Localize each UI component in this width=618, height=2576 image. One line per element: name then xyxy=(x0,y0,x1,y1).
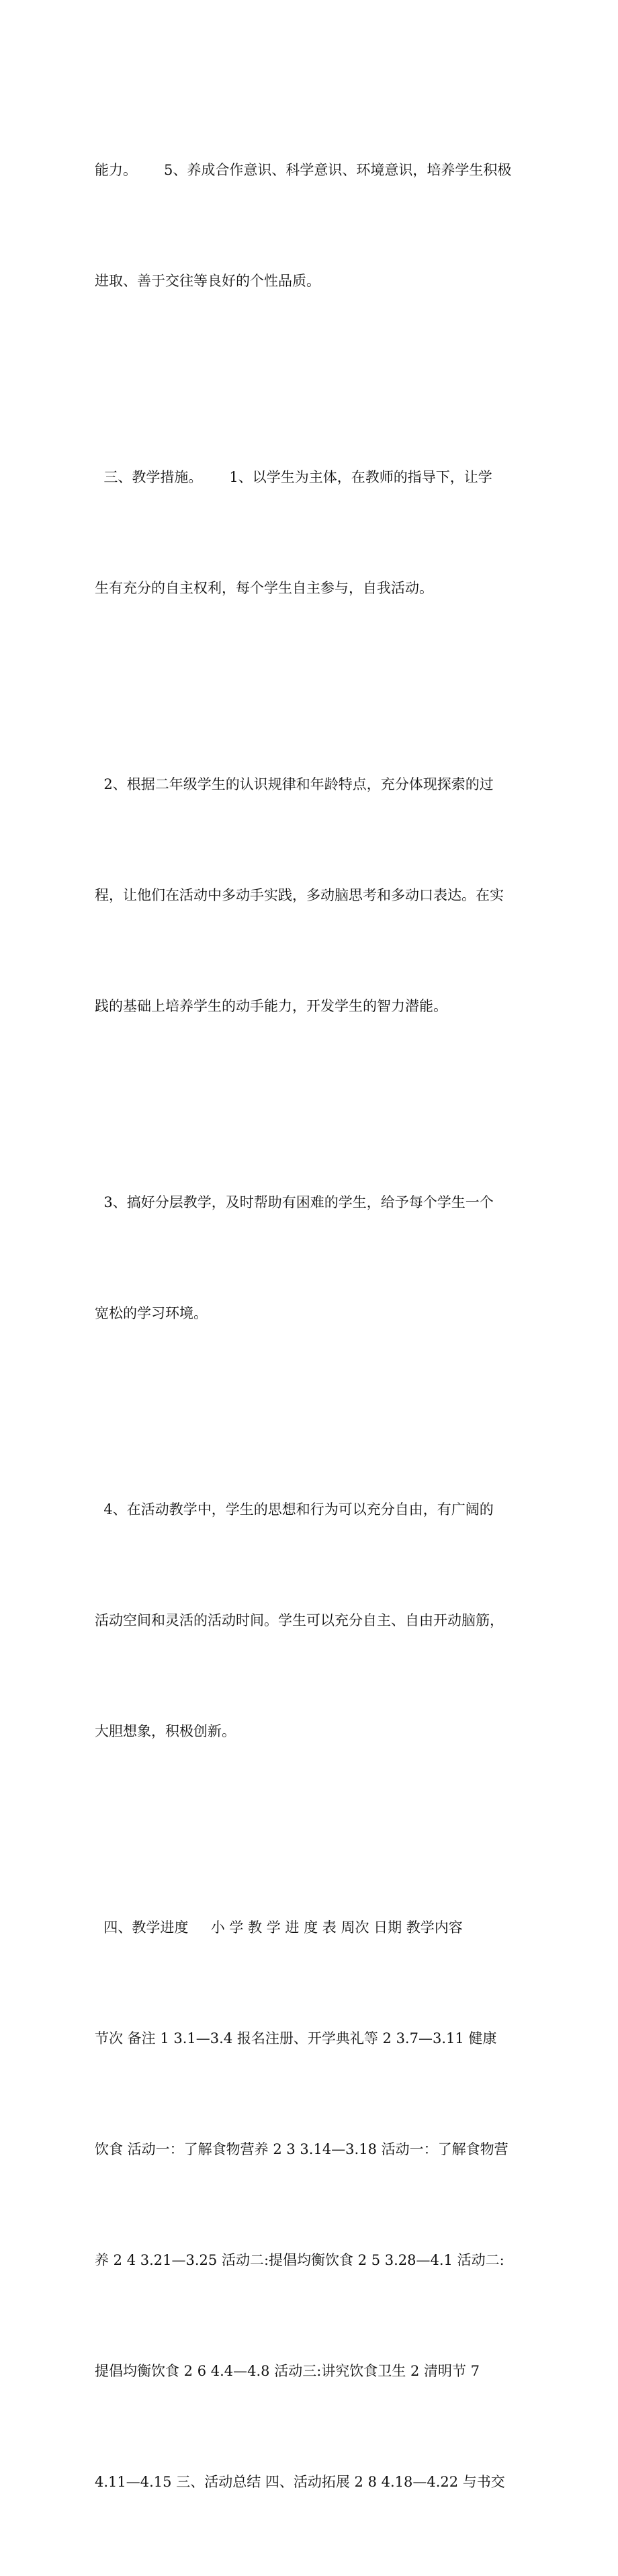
text-line: 3、搞好分层教学，及时帮助有困难的学生，给予每个学生一个 xyxy=(95,1194,494,1210)
text-line: 养 2 4 3.21—3.25 活动二:提倡均衡饮食 2 5 3.28—4.1 活动二: xyxy=(95,2252,504,2268)
text-line: 进取、善于交往等良好的个性品质。 xyxy=(95,273,320,289)
text-line: 程，让他们在活动中多动手实践，多动脑思考和多动口表达。在实 xyxy=(95,887,504,903)
paragraph-measure-3 xyxy=(95,1110,525,1406)
paragraph-teaching-measures xyxy=(95,385,525,681)
document-body xyxy=(95,78,525,2576)
text-line: 提倡均衡饮食 2 6 4.4—4.8 活动三:讲究饮食卫生 2 清明节 7 xyxy=(95,2363,480,2379)
paragraph-measure-2 xyxy=(95,692,525,1099)
text-line: 饮食 活动一：了解食物营养 2 3 3.14—3.18 活动一：了解食物营 xyxy=(95,2141,509,2157)
text-line: 三、教学措施。 1、以学生为主体，在教师的指导下，让学 xyxy=(95,469,492,485)
text-line: 4、在活动教学中，学生的思想和行为可以充分自由，有广阔的 xyxy=(95,1501,494,1518)
text-line: 生有充分的自主权利，每个学生自主参与，自我活动。 xyxy=(95,580,433,596)
text-line: 4.11—4.15 三、活动总结 四、活动拓展 2 8 4.18—4.22 与书交 xyxy=(95,2474,505,2490)
paragraph-teaching-schedule xyxy=(95,1835,525,2575)
text-line: 2、根据二年级学生的认识规律和年龄特点，充分体现探索的过 xyxy=(95,776,494,792)
paragraph-ability-goal xyxy=(95,78,525,374)
text-line: 宽松的学习环境。 xyxy=(95,1305,208,1321)
text-line: 大胆想象，积极创新。 xyxy=(95,1723,236,1739)
text-line: 能力。 5、养成合作意识、科学意识、环境意识，培养学生积极 xyxy=(95,162,512,178)
text-line: 践的基础上培养学生的动手能力，开发学生的智力潜能。 xyxy=(95,998,447,1014)
text-line: 四、教学进度 小 学 教 学 进 度 表 周次 日期 教学内容 xyxy=(95,1919,463,1936)
text-line: 活动空间和灵活的活动时间。学生可以充分自主、自由开动脑筋， xyxy=(95,1612,504,1628)
paragraph-measure-4 xyxy=(95,1417,525,1824)
text-line: 节次 备注 1 3.1—3.4 报名注册、开学典礼等 2 3.7—3.11 健康 xyxy=(95,2030,497,2046)
